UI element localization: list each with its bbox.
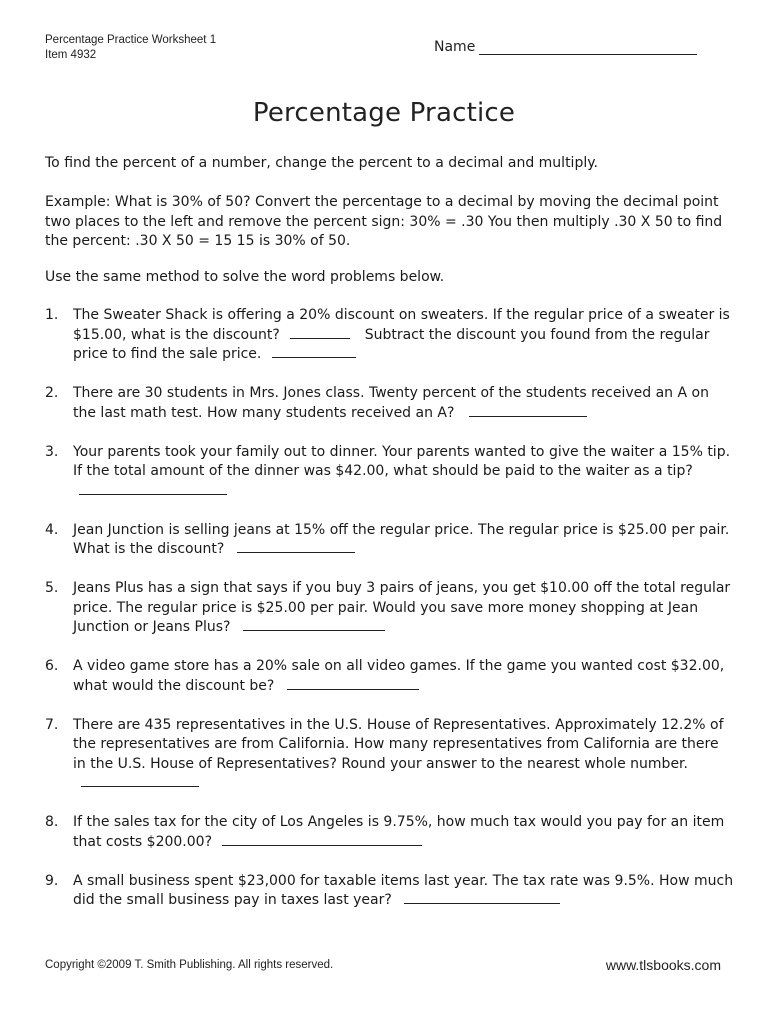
problem-item [45,872,735,911]
page-title: Percentage Practice [252,98,516,128]
item-number: Item 4932 [45,49,97,61]
intro-text: To find the percent of a number, change the percent to a decimal and multiply. [45,155,598,171]
problem-item [45,443,735,502]
problem-number: 5. [45,580,59,596]
worksheet-header [45,33,216,63]
problem-number: 7. [45,716,59,733]
problem-item [45,579,735,638]
answer-blank[interactable] [243,618,385,631]
answer-blank[interactable] [237,540,355,553]
problem-text: There are 435 representatives in the U.S. House of Representatives. Approximately 12.2% of the representatives are from California. How many representatives from California are there in the U.S. House of Representatives? Round your answer to the nearest whole number. [73,716,724,772]
answer-blank[interactable] [272,345,356,358]
problem-item [45,384,735,423]
copyright-notice: Copyright ©2009 T. Smith Publishing. All rights reserved. [45,959,334,971]
problem-number: 2. [45,385,59,401]
problem-text: Jean Junction is selling jeans at 15% off the regular price. The regular price is $25.00 per pair. What is the discount? [73,521,730,557]
problem-item [45,306,735,365]
problem-item [45,813,735,852]
answer-blank[interactable] [79,482,227,495]
answer-blank[interactable] [290,326,350,339]
problem-text: A small business spent $23,000 for taxable items last year. The tax rate was 9.5%. How much did the small business pay in taxes last year? [73,872,734,908]
answer-blank[interactable] [222,833,422,846]
worksheet-title: Percentage Practice Worksheet 1 [45,34,217,46]
problem-number: 4. [45,521,59,538]
problem-text: There are 30 students in Mrs. Jones class. Twenty percent of the students received an A on the last math test. How many students received an A? [73,385,709,421]
name-label: Name [434,39,476,55]
problem-list [45,306,735,930]
answer-blank[interactable] [287,677,419,690]
website-link[interactable]: www.tlsbooks.com [605,957,721,973]
answer-blank[interactable] [469,404,587,417]
problem-item [45,521,735,560]
problem-text: If the sales tax for the city of Los Angeles is 9.75%, how much tax would you pay for an item that costs $200.00? [73,814,725,850]
problem-text: Subtract the discount you found from the regular price to find the sale price. [73,326,710,362]
problem-item [45,716,735,794]
name-field [434,39,697,55]
problem-item [45,657,735,696]
method-text: Use the same method to solve the word problems below. [45,269,445,285]
problem-text: The Sweater Shack is offering a 20% discount on sweaters. If the regular price of a sweater is $15.00, what is the discount? [73,307,730,343]
problem-number: 3. [45,443,59,460]
name-blank-line[interactable] [479,40,697,55]
answer-blank[interactable] [81,774,199,787]
example-text: Example: What is 30% of 50? Convert the percentage to a decimal by moving the decimal point two places to the left and remove the percent sign: 30% = .30 You then multiply .30 X 50 to find the percent: .30 X 50 = 15 15 is 30% of 50. [45,194,723,249]
problem-text: A video game store has a 20% sale on all video games. If the game you wanted cost $32.00, what would the discount be? [73,658,725,694]
problem-number: 8. [45,814,59,830]
problem-number: 1. [45,307,59,323]
problem-text: Jeans Plus has a sign that says if you buy 3 pairs of jeans, you get $10.00 off the total regular price. The regular price is $25.00 per pair. Would you save more money shopping at Jean Junction or Jeans Plus? [73,580,731,635]
answer-blank[interactable] [404,891,560,904]
problem-number: 9. [45,872,59,889]
problem-text: Your parents took your family out to dinner. Your parents wanted to give the waiter a 15% tip. If the total amount of the dinner was $42.00, what should be paid to the waiter as a tip? [73,443,731,479]
problem-number: 6. [45,658,59,674]
